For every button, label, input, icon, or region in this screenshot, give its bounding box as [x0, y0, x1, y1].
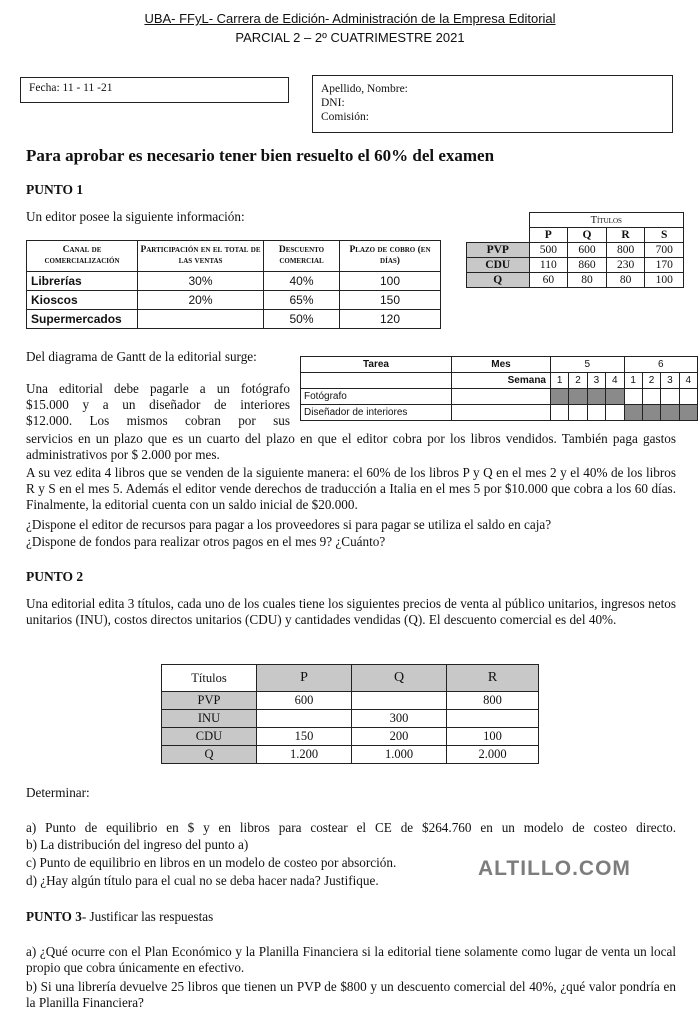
gantt-cell: [587, 389, 605, 405]
row-label: Q: [467, 273, 530, 288]
table-cell: 100: [645, 273, 684, 288]
month-header: 6: [624, 357, 698, 373]
table-cell: 60: [529, 273, 568, 288]
week-header: 1: [624, 373, 642, 389]
punto1-paragraph-2: A su vez edita 4 libros que se venden de la siguiente manera: el 60% de los libros P y Q en el mes 2 y el 40% de los libros R y S en el mes 5. Además el editor vende derechos de traducción a Italia en el mes 5 por $10.000 que cobra a los 60 días. Finalmente, la editorial cuenta con un saldo inicial de $20.000.: [26, 465, 676, 512]
punto1-paragraph-start: [26, 381, 290, 429]
table-cell: 80: [568, 273, 607, 288]
table-row: [162, 728, 539, 746]
row-label: INU: [162, 710, 257, 728]
gantt-cell: [624, 389, 642, 405]
gantt-cell: [587, 405, 605, 421]
gantt-cell: [661, 405, 679, 421]
row-label: Q: [162, 746, 257, 764]
row-label: PVP: [467, 243, 530, 258]
gantt-task-label: Diseñador de interiores: [301, 405, 452, 421]
table-cell: 2.000: [447, 746, 539, 764]
canal-cell: Librerías: [27, 272, 138, 291]
determinar-label: Determinar:: [26, 785, 90, 800]
gantt-cell: [569, 389, 587, 405]
row-label: CDU: [467, 258, 530, 273]
table-cell: 600: [257, 692, 352, 710]
gantt-cell: [569, 405, 587, 421]
table-cell: 300: [352, 710, 447, 728]
gantt-cell: [551, 389, 569, 405]
gantt-cell: [606, 405, 624, 421]
plazo-header: Plazo de cobro (en días): [340, 241, 441, 272]
punto3-heading: [26, 909, 213, 925]
gantt-cell: [551, 405, 569, 421]
punto2-item-a: a) Punto de equilibrio en $ y en libros para costear el CE de $264.760 en un modelo de costeo directo.: [26, 820, 676, 835]
canal-cell: Supermercados: [27, 310, 138, 329]
dni-field-label: DNI:: [321, 97, 345, 109]
table-row: [27, 291, 441, 310]
table-cell: 700: [645, 243, 684, 258]
canal-header: Canal de comercialización: [27, 241, 138, 272]
row-label: CDU: [162, 728, 257, 746]
table-row: [467, 258, 684, 273]
watermark: ALTILLO.COM: [478, 857, 631, 880]
table-cell: 150: [257, 728, 352, 746]
table-cell: 600: [568, 243, 607, 258]
gantt-cell: [679, 405, 697, 421]
week-header: 3: [661, 373, 679, 389]
punto1-title: PUNTO 1: [26, 182, 84, 197]
row-label: PVP: [162, 692, 257, 710]
punto2-item-c: c) Punto de equilibrio en libros en un modelo de costeo por absorción.: [26, 855, 397, 870]
punto3-subtitle: - Justificar las respuestas: [81, 909, 214, 924]
gantt-cell: [624, 405, 642, 421]
table-cell: 150: [340, 291, 441, 310]
gantt-cell: [642, 389, 660, 405]
gantt-task-label: Fotógrafo: [301, 389, 452, 405]
table-cell: 100: [340, 272, 441, 291]
gantt-cell: [606, 389, 624, 405]
mes-header: Mes: [452, 357, 551, 373]
week-header: 4: [606, 373, 624, 389]
table-cell: 1.200: [257, 746, 352, 764]
titulos-header: Títulos: [162, 665, 257, 692]
table-row: [27, 272, 441, 291]
column-header: Q: [352, 665, 447, 692]
week-header: 4: [679, 373, 697, 389]
table-cell: [257, 710, 352, 728]
column-header: R: [606, 228, 645, 243]
punto2-item-b: b) La distribución del ingreso del punto a): [26, 837, 249, 852]
name-field-label: Apellido, Nombre:: [321, 83, 408, 95]
titulos-table: [466, 212, 684, 288]
date-text: Fecha: 11 - 11 -21: [29, 82, 113, 94]
gantt-row: [301, 389, 698, 405]
punto1-paragraph-rest: servicios en un plazo que es un cuarto del plazo en que el editor cobra por los libros vendidos. También paga gastos administrativos por $ 2.000 por mes.: [26, 431, 676, 462]
punto1-question-1: ¿Dispone el editor de recursos para pagar a los proveedores si para pagar se utiliza el saldo en caja?: [26, 517, 552, 532]
column-header: P: [529, 228, 568, 243]
table-row: [27, 310, 441, 329]
table-row: [162, 746, 539, 764]
comision-field-label: Comisión:: [321, 111, 369, 123]
gantt-cell: [661, 389, 679, 405]
column-header: S: [645, 228, 684, 243]
canal-cell: Kioscos: [27, 291, 138, 310]
month-header: 5: [551, 357, 625, 373]
punto3-item-a: a) ¿Qué ocurre con el Plan Económico y la Planilla Financiera si la editorial tiene solamente como lugar de venta un local propio que cobra únicamente en efectivo.: [26, 944, 676, 975]
gantt-intro: Del diagrama de Gantt de la editorial surge:: [26, 349, 257, 364]
gantt-table: [300, 356, 698, 421]
student-box: [312, 75, 673, 133]
gantt-row: [301, 405, 698, 421]
punto2-paragraph: Una editorial edita 3 títulos, cada uno de los cuales tiene los siguientes precios de venta al público unitarios, ingresos netos unitarios (INU), costos directos unitarios (CDU) y cantidades vendidas (Q). El descuento comercial es del 40%.: [26, 596, 676, 627]
table-cell: 100: [447, 728, 539, 746]
table-row: [467, 273, 684, 288]
punto3-item-b: b) Si una librería devuelve 25 libros que tienen un PVP de $800 y un descuento comercial del 40%, ¿qué valor pondría en la Planilla Financiera?: [26, 979, 676, 1010]
headline: Para aprobar es necesario tener bien resuelto el 60% del examen: [26, 146, 495, 165]
gantt-cell: [679, 389, 697, 405]
descuento-header: Descuento comercial: [264, 241, 340, 272]
table-cell: 80: [606, 273, 645, 288]
table-cell: 800: [606, 243, 645, 258]
table-cell: 120: [340, 310, 441, 329]
table-cell: 50%: [264, 310, 340, 329]
week-header: 2: [569, 373, 587, 389]
table-row: [162, 692, 539, 710]
table-cell: 170: [645, 258, 684, 273]
column-header: P: [257, 665, 352, 692]
table-cell: 1.000: [352, 746, 447, 764]
text-line: $15.000 y a un diseñador de interiores: [26, 397, 290, 412]
table-cell: 65%: [264, 291, 340, 310]
punto2-title: PUNTO 2: [26, 569, 84, 584]
table-cell: [138, 310, 264, 329]
punto2-item-d: d) ¿Hay algún título para el cual no se deba hacer nada? Justifique.: [26, 873, 379, 888]
week-header: 2: [642, 373, 660, 389]
table-cell: 860: [568, 258, 607, 273]
table-cell: 110: [529, 258, 568, 273]
column-header: Q: [568, 228, 607, 243]
punto1-question-2: ¿Dispone de fondos para realizar otros pagos en el mes 9? ¿Cuánto?: [26, 534, 386, 549]
participacion-header: Participación en el total de las ventas: [138, 241, 264, 272]
table-cell: [447, 710, 539, 728]
canal-table: [26, 240, 441, 329]
date-box: [20, 77, 289, 103]
table-cell: 30%: [138, 272, 264, 291]
punto1-intro: Un editor posee la siguiente información:: [26, 209, 245, 224]
titulos-caption: Títulos: [529, 213, 684, 228]
table-cell: 40%: [264, 272, 340, 291]
text-line: $12.000. Los mismos cobran por sus: [26, 413, 290, 428]
punto3-title: PUNTO 3: [26, 909, 82, 924]
tarea-header: Tarea: [301, 357, 452, 373]
table-cell: 230: [606, 258, 645, 273]
exam-subtitle: PARCIAL 2 – 2º CUATRIMESTRE 2021: [235, 30, 465, 45]
column-header: R: [447, 665, 539, 692]
semana-header: Semana: [452, 373, 551, 389]
table-cell: 500: [529, 243, 568, 258]
table-row: [467, 243, 684, 258]
week-header: 3: [587, 373, 605, 389]
table-cell: 20%: [138, 291, 264, 310]
table-row: [162, 710, 539, 728]
punto2-table: [161, 664, 539, 764]
text-line: Una editorial debe pagarle a un fotógrafo: [26, 381, 290, 396]
week-header: 1: [551, 373, 569, 389]
gantt-cell: [642, 405, 660, 421]
course-title: UBA- FFyL- Carrera de Edición- Administración de la Empresa Editorial: [144, 11, 556, 26]
table-cell: 200: [352, 728, 447, 746]
table-cell: 800: [447, 692, 539, 710]
table-cell: [352, 692, 447, 710]
